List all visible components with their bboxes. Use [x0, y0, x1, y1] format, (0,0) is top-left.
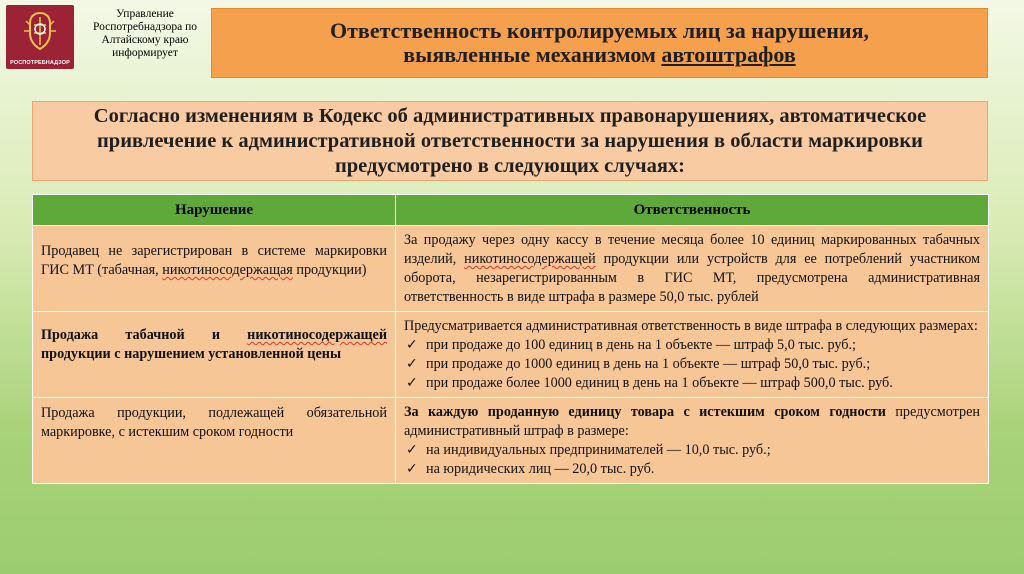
table-row [33, 398, 989, 484]
cell-text: За продажу через одну кассу в течение месяца более 10 единиц маркированных табачных изделий, [404, 232, 980, 267]
logo-caption: РОСПОТРЕБНАДЗОР [10, 60, 70, 66]
title-line-1: Ответственность контролируемых лиц за нарушения, [330, 18, 869, 43]
column-header-violation: Нарушение [33, 195, 396, 226]
list-item-text: при продаже более 1000 единиц в день на 1 объекте — штраф 500,0 тыс. руб. [426, 375, 893, 391]
table-row [33, 312, 989, 398]
checkmark-icon: ✓ [406, 442, 418, 458]
emblem-icon [20, 9, 60, 53]
fine-list [404, 441, 980, 479]
cell-text: продукции с нарушением установленной цены [41, 346, 342, 362]
violations-table [32, 194, 989, 484]
responsibility-cell [396, 398, 989, 484]
list-item [404, 355, 980, 374]
list-item [404, 441, 980, 460]
cell-text: продукции или устройств для ее потреблений участником оборота, незарегистрированным в ГИС МТ, предусмотрена административная ответственность в виде штрафа в размере 50,0 тыс. рублей [404, 251, 980, 305]
responsibility-cell [396, 226, 989, 312]
fine-list [404, 336, 980, 393]
rospotrebnadzor-logo [6, 5, 74, 69]
table-header-row [33, 195, 989, 226]
cell-text: предусмотрен административный штраф в размере: [404, 404, 980, 439]
org-line: информирует [112, 47, 178, 59]
cell-text: Продавец не зарегистрирован в системе маркировки ГИС МТ (табачная, [41, 243, 387, 278]
cell-text: Продажа табачной и [41, 327, 248, 343]
table-row [33, 226, 989, 312]
title-line-2-prefix: выявленные механизмом [403, 42, 662, 67]
org-line: Роспотребнадзора по [93, 21, 197, 33]
cell-text: Предусматривается административная ответственность в виде штрафа в следующих размерах: [404, 318, 978, 334]
cell-text: продукции) [292, 262, 367, 278]
list-item-text: на юридических лиц — 20,0 тыс. руб. [426, 461, 655, 477]
title-underlined-word: автоштрафов [661, 42, 796, 67]
checkmark-icon: ✓ [406, 356, 418, 372]
checkmark-icon: ✓ [406, 337, 418, 353]
title-line-2 [330, 43, 869, 67]
list-item [404, 460, 980, 479]
violation-cell [33, 226, 396, 312]
list-item [404, 336, 980, 355]
list-item-text: на индивидуальных предпринимателей — 10,0 тыс. руб.; [426, 442, 771, 458]
organization-name [80, 8, 210, 60]
column-header-responsibility: Ответственность [396, 195, 989, 226]
spellcheck-word: никотиносодержащая [162, 262, 293, 278]
intro-text: Согласно изменениям в Кодекс об административных правонарушениях, автоматическое привлечение к административной ответственности за нарушения в области маркировки предусмотрено в следующих случаях: [93, 104, 927, 177]
spellcheck-word: никотиносодержащей [247, 327, 387, 343]
cell-text [404, 403, 980, 441]
list-item-text: при продаже до 100 единиц в день на 1 объекте — штраф 5,0 тыс. руб.; [426, 337, 856, 353]
checkmark-icon: ✓ [406, 375, 418, 391]
list-item [404, 374, 980, 393]
org-line: Алтайскому краю [101, 34, 189, 46]
responsibility-cell [396, 312, 989, 398]
intro-box [32, 101, 988, 181]
page-title [211, 8, 988, 78]
violation-cell [33, 312, 396, 398]
org-line: Управление [116, 8, 174, 20]
violation-cell: Продажа продукции, подлежащей обязательной маркировке, с истекшим сроком годности [33, 398, 396, 484]
checkmark-icon: ✓ [406, 461, 418, 477]
spellcheck-word: никотиносодержащей [464, 251, 596, 267]
cell-bold-text: За каждую проданную единицу товара с истекшим сроком годности [404, 404, 886, 420]
list-item-text: при продаже до 1000 единиц в день на 1 объекте — штраф 50,0 тыс. руб.; [426, 356, 871, 372]
